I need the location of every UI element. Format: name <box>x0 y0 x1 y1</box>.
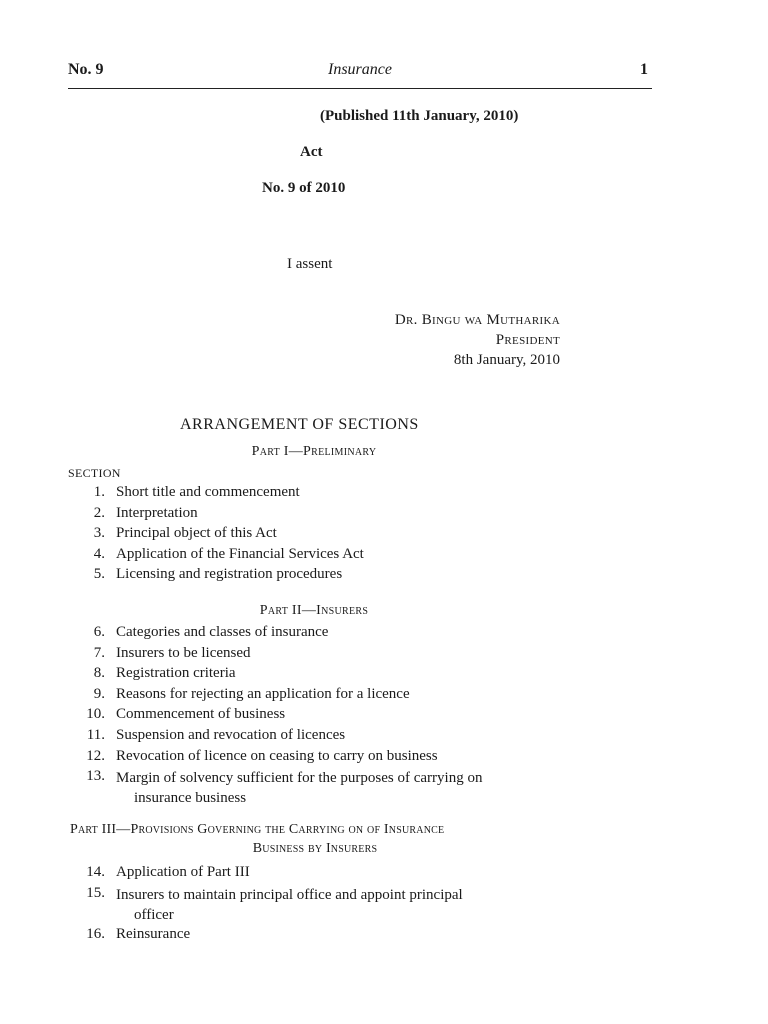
section-title: Principal object of this Act <box>116 525 277 542</box>
section-title: Categories and classes of insurance <box>116 624 329 640</box>
section-title: Reasons for rejecting an application for a licence <box>116 685 410 702</box>
section-number: 4. <box>93 545 105 562</box>
section-list-part3 <box>0 864 768 946</box>
section-title: Insurers to be licensed <box>116 644 251 661</box>
signatory-role: President <box>495 332 560 348</box>
act-label: Act <box>300 144 323 160</box>
section-title: Application of the Financial Services Act <box>116 545 364 562</box>
section-number: 8. <box>93 665 105 682</box>
assent-date: 8th January, 2010 <box>453 352 560 368</box>
section-number: 13. <box>86 768 105 785</box>
section-title: Reinsurance <box>116 925 191 942</box>
header-rule <box>68 88 652 89</box>
section-number: 16. <box>86 925 105 942</box>
list-item <box>0 645 768 666</box>
list-item <box>0 505 768 526</box>
header-act-number: No. 9 <box>68 61 104 78</box>
section-number: 10. <box>86 706 105 723</box>
arrangement-title: ARRANGEMENT OF SECTIONS <box>180 416 419 433</box>
section-title: Suspension and revocation of licences <box>116 726 346 743</box>
section-title-line: Margin of solvency sufficient for the purposes of carrying on <box>116 770 483 787</box>
part-heading-line: Part III—Provisions Governing the Carrying on of Insurance <box>70 822 445 837</box>
section-number: 14. <box>86 864 105 880</box>
section-title-line: Insurers to maintain principal office and appoint principal <box>116 886 463 903</box>
list-item <box>0 706 768 727</box>
section-title: Registration criteria <box>116 665 236 682</box>
part-heading <box>70 820 560 858</box>
act-number: No. 9 of 2010 <box>262 180 346 196</box>
section-title: Commencement of business <box>116 706 286 723</box>
list-item <box>0 624 768 645</box>
section-column-label: SECTION <box>68 466 121 480</box>
list-item <box>0 864 768 885</box>
section-title <box>116 885 562 925</box>
signatory-name: Dr. Bingu wa Mutharika <box>394 312 560 328</box>
list-item <box>0 748 768 769</box>
list-item <box>0 926 768 947</box>
assent-text: I assent <box>287 256 333 272</box>
section-title: Short title and commencement <box>116 484 300 500</box>
section-number: 6. <box>93 624 105 640</box>
section-number: 12. <box>86 747 105 764</box>
section-title: Revocation of licence on ceasing to carry on business <box>116 747 438 764</box>
section-number: 5. <box>93 566 105 583</box>
section-number: 7. <box>93 644 105 661</box>
list-item <box>0 566 768 587</box>
list-item <box>0 665 768 686</box>
list-item <box>0 546 768 567</box>
list-item <box>0 727 768 748</box>
section-number: 3. <box>93 525 105 542</box>
header-title: Insurance <box>328 61 392 78</box>
section-list-part1 <box>0 484 768 587</box>
section-title <box>116 768 562 808</box>
list-item <box>0 768 768 809</box>
header-page-number: 1 <box>640 61 648 78</box>
section-list-part2 <box>0 624 768 809</box>
section-number: 2. <box>93 504 105 521</box>
publication-date: (Published 11th January, 2010) <box>320 108 519 124</box>
section-number: 15. <box>86 884 105 901</box>
section-number: 9. <box>93 685 105 702</box>
section-title: Application of Part III <box>116 864 250 880</box>
section-title-continuation: insurance business <box>134 790 247 807</box>
list-item <box>0 885 768 926</box>
section-title-continuation: officer <box>134 906 174 923</box>
list-item <box>0 686 768 707</box>
list-item <box>0 525 768 546</box>
section-title: Interpretation <box>116 504 198 521</box>
section-title: Licensing and registration procedures <box>116 566 343 583</box>
part-heading: Part I—Preliminary <box>251 444 377 459</box>
list-item <box>0 484 768 505</box>
section-number: 11. <box>86 726 105 743</box>
part-heading-line: Business by Insurers <box>252 841 378 856</box>
part-heading: Part II—Insurers <box>259 603 369 618</box>
section-number: 1. <box>93 484 105 500</box>
